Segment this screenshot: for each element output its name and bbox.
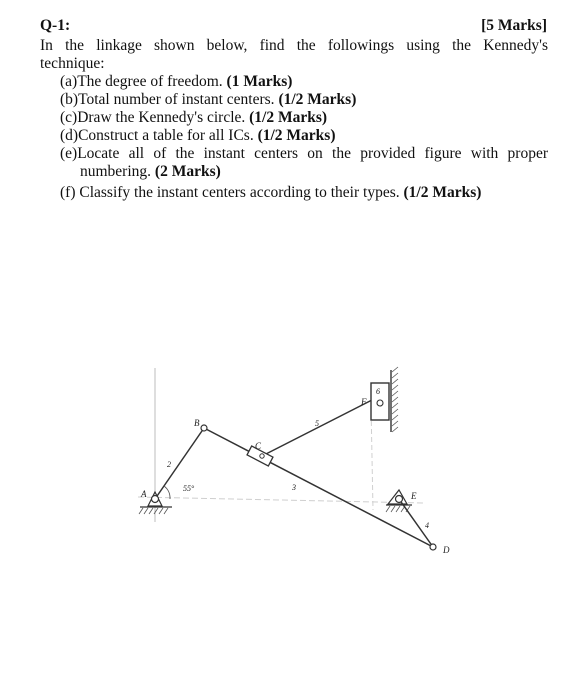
item-e-text-cont: numbering. [80,163,155,180]
label-f: F [361,397,367,407]
question-title: Q-1: [40,17,71,34]
item-e [60,145,548,163]
item-b-marks: (1/2 Marks) [278,91,357,108]
label-c: C [255,441,262,451]
item-e-text: (e)Locate all of the instant centers on the provided figure with proper [60,145,548,162]
link-5 [262,400,372,456]
question-marks: [5 Marks] [481,17,547,34]
item-f [60,184,481,202]
label-e: E [411,491,417,501]
question-intro-line-1: In the linkage shown below, find the followings using the Kennedy's [40,37,548,54]
joint-d [430,544,436,550]
item-d-text: (d)Construct a table for all ICs. [60,127,258,144]
label-link-4: 4 [425,521,429,530]
label-angle: 55° [183,484,195,493]
label-a: A [141,489,147,499]
label-b: B [194,418,200,428]
item-e-continued [80,163,221,181]
label-link-5: 5 [315,419,319,428]
item-a [60,73,292,91]
slider-guide [391,367,398,432]
linkage-figure [130,360,450,570]
item-b [60,91,356,109]
item-a-text: (a)The degree of freedom. [60,73,227,90]
slider-centerline [371,405,373,510]
item-d [60,127,336,145]
item-d-marks: (1/2 Marks) [257,127,336,144]
link-3 [204,428,433,547]
joint-c [260,454,264,458]
item-f-marks: (1/2 Marks) [403,184,482,201]
question-intro-line-2: technique: [40,55,105,72]
item-c-marks: (1/2 Marks) [249,109,328,126]
label-link-6: 6 [376,387,380,396]
horizontal-centerline [138,497,425,503]
item-c [60,109,327,127]
label-d: D [443,545,450,555]
angle-arc [164,486,170,499]
item-c-text: (c)Draw the Kennedy's circle. [60,109,250,126]
joint-a [152,496,159,503]
link-2 [155,428,204,499]
joint-b [201,425,207,431]
label-link-2: 2 [167,460,171,469]
joint-e [396,496,403,503]
item-b-text: (b)Total number of instant centers. [60,91,279,108]
label-link-3: 3 [292,483,296,492]
item-a-marks: (1 Marks) [226,73,293,90]
item-f-text: (f) Classify the instant centers according to their types. [60,184,404,201]
item-e-marks: (2 Marks) [154,163,221,180]
joint-f [377,400,383,406]
